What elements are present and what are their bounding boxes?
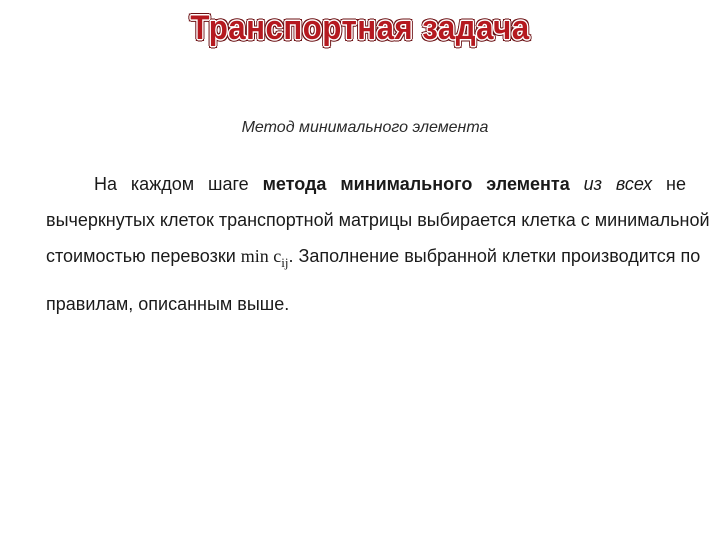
formula-subscript: ij <box>281 255 289 270</box>
slide-subtitle: Метод минимального элемента <box>241 119 489 136</box>
paragraph-line-2: вычеркнутых клеток транспортной матрицы выбирается клетка с минимальной <box>46 210 710 230</box>
method-name-bold: метода минимального элемента <box>262 174 570 194</box>
paragraph-line-1 <box>46 172 686 196</box>
italic-phrase: из всех <box>569 174 653 194</box>
slide-title: Транспортная задача <box>190 9 530 47</box>
line1-text: На каждом шаге <box>94 174 263 194</box>
formula-main: min c <box>240 246 282 266</box>
paragraph-line-4: правилам, описанным выше. <box>46 294 290 314</box>
min-cost-formula <box>240 246 289 270</box>
body-paragraph <box>46 172 710 316</box>
line3-text: стоимостью перевозки <box>46 246 241 266</box>
paragraph-line-3 <box>46 244 701 270</box>
line3-end: . Заполнение выбранной клетки производится по <box>288 246 701 266</box>
line1-end: не <box>652 174 687 194</box>
